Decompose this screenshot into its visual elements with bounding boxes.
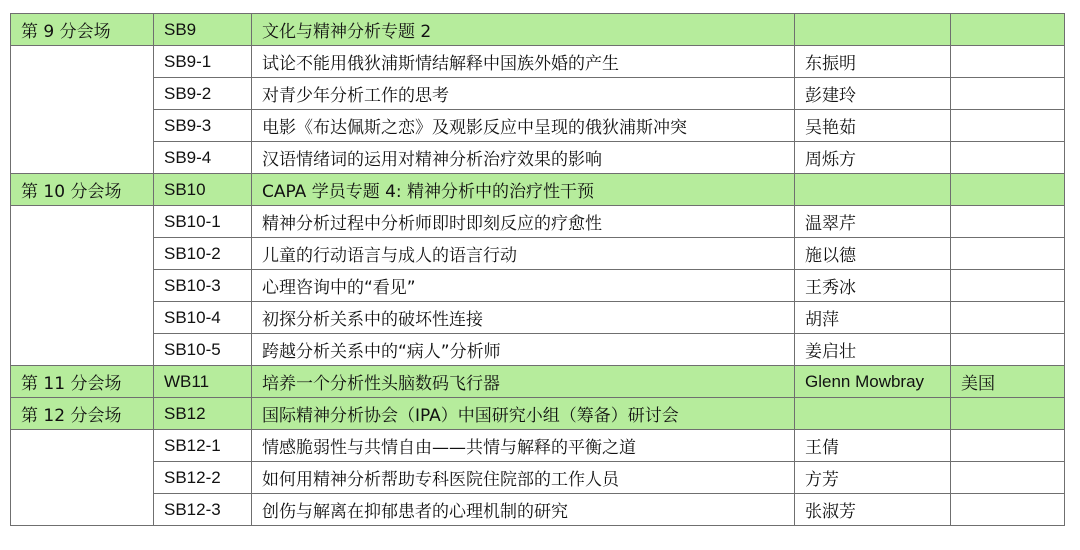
talk-code: SB10-4 — [154, 302, 252, 334]
talk-title: 电影《布达佩斯之恋》及观影反应中呈现的俄狄浦斯冲突 — [252, 110, 795, 142]
talk-code: SB10-3 — [154, 270, 252, 302]
talk-row — [11, 206, 1065, 238]
session-title: 文化与精神分析专题 2 — [252, 14, 795, 46]
talk-country — [951, 494, 1065, 526]
session-label: 第 12 分会场 — [11, 398, 154, 430]
talk-row — [11, 334, 1065, 366]
talk-speaker: 温翠芹 — [795, 206, 951, 238]
talk-speaker: 王秀冰 — [795, 270, 951, 302]
session-country — [951, 398, 1065, 430]
schedule-table — [10, 13, 1065, 526]
talk-country — [951, 110, 1065, 142]
talk-row — [11, 46, 1065, 78]
talk-title: 试论不能用俄狄浦斯情结解释中国族外婚的产生 — [252, 46, 795, 78]
talk-country — [951, 78, 1065, 110]
session-span-cell — [11, 46, 154, 174]
talk-row — [11, 110, 1065, 142]
talk-country — [951, 462, 1065, 494]
talk-title: 情感脆弱性与共情自由——共情与解释的平衡之道 — [252, 430, 795, 462]
talk-row — [11, 430, 1065, 462]
talk-row — [11, 494, 1065, 526]
talk-country — [951, 206, 1065, 238]
talk-code: SB9-2 — [154, 78, 252, 110]
session-span-cell — [11, 206, 154, 366]
session-speaker — [795, 174, 951, 206]
session-code: SB12 — [154, 398, 252, 430]
session-speaker: Glenn Mowbray — [795, 366, 951, 398]
session-row — [11, 366, 1065, 398]
talk-code: SB12-1 — [154, 430, 252, 462]
session-code: WB11 — [154, 366, 252, 398]
session-row — [11, 398, 1065, 430]
session-title: CAPA 学员专题 4: 精神分析中的治疗性干预 — [252, 174, 795, 206]
talk-title: 初探分析关系中的破坏性连接 — [252, 302, 795, 334]
talk-speaker: 张淑芳 — [795, 494, 951, 526]
session-title: 国际精神分析协会（IPA）中国研究小组（筹备）研讨会 — [252, 398, 795, 430]
talk-country — [951, 238, 1065, 270]
talk-speaker: 方芳 — [795, 462, 951, 494]
talk-code: SB10-1 — [154, 206, 252, 238]
talk-code: SB12-2 — [154, 462, 252, 494]
talk-code: SB9-4 — [154, 142, 252, 174]
talk-code: SB10-2 — [154, 238, 252, 270]
talk-title: 汉语情绪词的运用对精神分析治疗效果的影响 — [252, 142, 795, 174]
talk-code: SB12-3 — [154, 494, 252, 526]
talk-country — [951, 142, 1065, 174]
session-country — [951, 174, 1065, 206]
talk-speaker: 彭建玲 — [795, 78, 951, 110]
talk-speaker: 东振明 — [795, 46, 951, 78]
session-label: 第 11 分会场 — [11, 366, 154, 398]
talk-country — [951, 46, 1065, 78]
session-code: SB9 — [154, 14, 252, 46]
session-country: 美国 — [951, 366, 1065, 398]
talk-code: SB9-3 — [154, 110, 252, 142]
talk-title: 创伤与解离在抑郁患者的心理机制的研究 — [252, 494, 795, 526]
talk-speaker: 姜启壮 — [795, 334, 951, 366]
schedule-body — [11, 14, 1065, 526]
talk-row — [11, 462, 1065, 494]
talk-row — [11, 302, 1065, 334]
session-label: 第 9 分会场 — [11, 14, 154, 46]
talk-speaker: 王倩 — [795, 430, 951, 462]
talk-title: 对青少年分析工作的思考 — [252, 78, 795, 110]
session-label: 第 10 分会场 — [11, 174, 154, 206]
talk-speaker: 施以德 — [795, 238, 951, 270]
session-title: 培养一个分析性头脑数码飞行器 — [252, 366, 795, 398]
talk-row — [11, 78, 1065, 110]
session-code: SB10 — [154, 174, 252, 206]
talk-title: 如何用精神分析帮助专科医院住院部的工作人员 — [252, 462, 795, 494]
talk-country — [951, 270, 1065, 302]
talk-speaker: 胡萍 — [795, 302, 951, 334]
talk-row — [11, 270, 1065, 302]
talk-title: 儿童的行动语言与成人的语言行动 — [252, 238, 795, 270]
session-row — [11, 14, 1065, 46]
session-row — [11, 174, 1065, 206]
talk-speaker: 周烁方 — [795, 142, 951, 174]
session-speaker — [795, 14, 951, 46]
session-span-cell — [11, 430, 154, 526]
session-country — [951, 14, 1065, 46]
talk-code: SB9-1 — [154, 46, 252, 78]
talk-row — [11, 142, 1065, 174]
talk-speaker: 吴艳茹 — [795, 110, 951, 142]
talk-title: 跨越分析关系中的“病人”分析师 — [252, 334, 795, 366]
session-speaker — [795, 398, 951, 430]
talk-code: SB10-5 — [154, 334, 252, 366]
talk-country — [951, 430, 1065, 462]
talk-country — [951, 302, 1065, 334]
talk-title: 精神分析过程中分析师即时即刻反应的疗愈性 — [252, 206, 795, 238]
schedule-container — [10, 13, 1065, 526]
talk-country — [951, 334, 1065, 366]
talk-row — [11, 238, 1065, 270]
talk-title: 心理咨询中的“看见” — [252, 270, 795, 302]
